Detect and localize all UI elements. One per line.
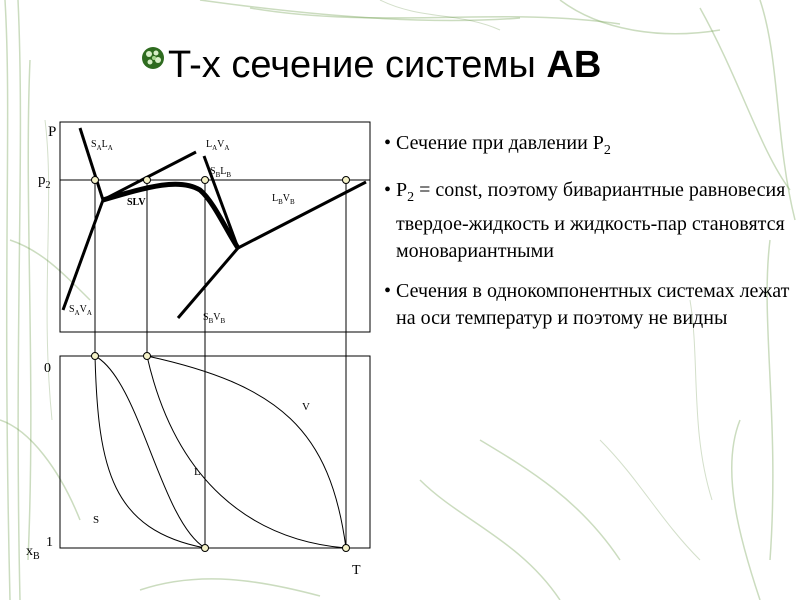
node-x0-b	[144, 353, 151, 360]
solidus-curve	[95, 356, 205, 548]
node-p2-d	[343, 177, 350, 184]
liquidus-curve	[95, 356, 205, 548]
axis-zero-label: 0	[44, 361, 51, 376]
upper-frame	[60, 122, 370, 332]
node-p2-c	[202, 177, 209, 184]
phase-v-label: V	[302, 401, 310, 413]
upper-pt-diagram	[60, 122, 370, 332]
bullet-2-text: $P_2$ = const, поэтому бивариантные равновесия твердое-жидкость и жидкость-пар становятся моновариантными	[396, 179, 786, 262]
bullet-item-1	[384, 130, 794, 164]
bullet-dot: •	[384, 280, 392, 302]
la-va-curve	[103, 152, 196, 200]
node-p2-a	[92, 177, 99, 184]
title-bold: AB	[546, 44, 602, 86]
node-x1-a	[202, 545, 209, 552]
axis-one-label: 1	[46, 535, 53, 550]
region-sb-lb-label: $S_BL_B$	[210, 166, 232, 179]
axis-t-label: T	[352, 563, 361, 578]
p2-label: $p_2$	[38, 172, 51, 191]
phase-l-label: L	[194, 466, 201, 478]
dew-curve-upper	[147, 356, 346, 548]
lower-frame	[60, 356, 370, 548]
lb-vb-curve	[238, 182, 366, 248]
title-prefix: T-x сечение системы	[168, 44, 547, 86]
node-p2-b	[144, 177, 151, 184]
node-x0-a	[92, 353, 99, 360]
region-sa-la-label: $S_AL_A$	[91, 139, 113, 152]
axis-xb-label: $x_B$	[26, 544, 40, 562]
phase-s-label: S	[93, 514, 100, 526]
region-slv-label: SLV	[127, 197, 146, 208]
region-sa-va-label: $S_AV_A$	[69, 304, 92, 317]
region-lb-vb-label: $L_BV_B$	[272, 193, 295, 206]
sa-va-curve	[63, 200, 103, 310]
bullet-1-text: Сечение при давлении $P_2$	[396, 132, 611, 158]
diagram-labels	[26, 124, 361, 578]
bullet-dot: •	[384, 132, 392, 154]
bullet-3-text: Сечения в однокомпонентных системах лежат на оси температур и поэтому не видны	[396, 280, 790, 329]
bullet-item-2	[384, 177, 794, 265]
bullet-item-3	[384, 278, 794, 332]
region-sb-vb-label: $S_BV_B$	[203, 312, 226, 325]
vertical-guides	[95, 180, 346, 548]
axis-p-label: P	[48, 124, 57, 140]
node-x1-b	[343, 545, 350, 552]
bullet-list	[384, 130, 794, 345]
region-la-va-label: $L_AV_A$	[206, 139, 230, 152]
lower-tx-diagram	[60, 356, 370, 548]
sb-vb-curve	[178, 248, 238, 318]
bullet-dot: •	[384, 179, 392, 201]
